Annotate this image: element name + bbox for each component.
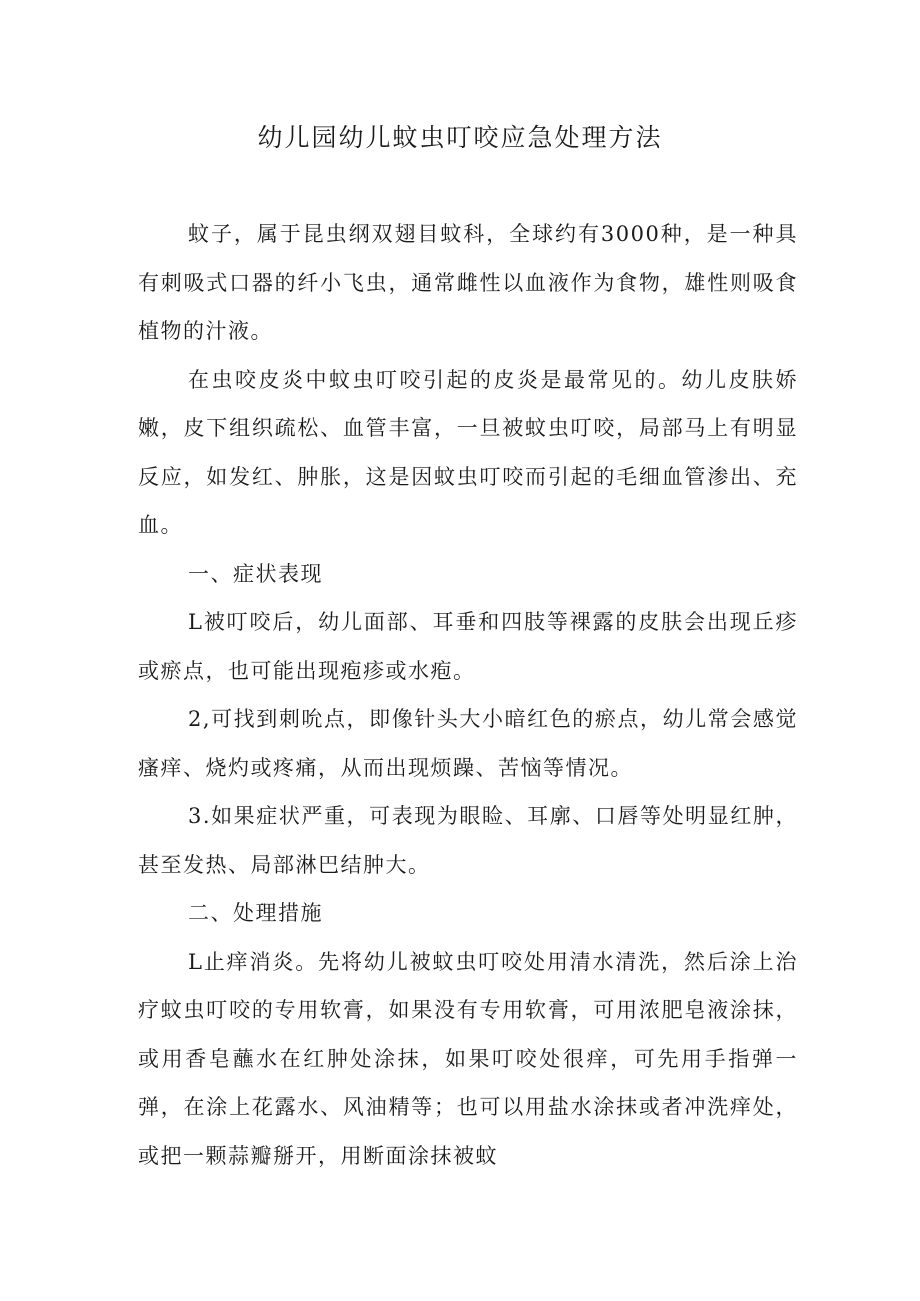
paragraph-symptom-3: 3.如果症状严重，可表现为眼睑、耳廓、口唇等处明显红肿，甚至发热、局部淋巴结肿大。	[138, 804, 798, 877]
paragraph-intro: 蚊子，属于昆虫纲双翅目蚊科，全球约有3000种，是一种具有刺吸式口器的纤小飞虫，通常雌性以血液作为食物，雄性则吸食植物的汁液。	[138, 222, 798, 343]
document-title: 幼儿园幼儿蚊虫叮咬应急处理方法	[257, 123, 663, 152]
paragraph-symptom-1: L被叮咬后，幼儿面部、耳垂和四肢等裸露的皮肤会出现丘疹或瘀点，也可能出现疱疹或水疱。	[138, 610, 798, 683]
document-body	[138, 210, 798, 1180]
section-heading-treatment: 二、处理措施	[188, 901, 323, 925]
section-heading-symptoms: 一、症状表现	[188, 561, 323, 586]
paragraph-symptom-2: 2,可找到刺吮点，即像针头大小暗红色的瘀点，幼儿常会感觉瘙痒、烧灼或疼痛，从而出现烦躁、苦恼等情况。	[138, 707, 798, 780]
paragraph-treatment-1: L止痒消炎。先将幼儿被蚊虫叮咬处用清水清洗，然后涂上治疗蚊虫叮咬的专用软膏，如果没有专用软膏，可用浓肥皂液涂抹，或用香皂蘸水在红肿处涂抹，如果叮咬处很痒，可先用手指弹一弹，在涂上花露水、风油精等；也可以用盐水涂抹或者冲洗痒处，或把一颗蒜瓣掰开，用断面涂抹被蚊	[138, 949, 798, 1168]
paragraph-dermatitis: 在虫咬皮炎中蚊虫叮咬引起的皮炎是最常见的。幼儿皮肤娇嫩，皮下组织疏松、血管丰富，一旦被蚊虫叮咬，局部马上有明显反应，如发红、肿胀，这是因蚊虫叮咬而引起的毛细血管渗出、充血。	[138, 367, 798, 537]
